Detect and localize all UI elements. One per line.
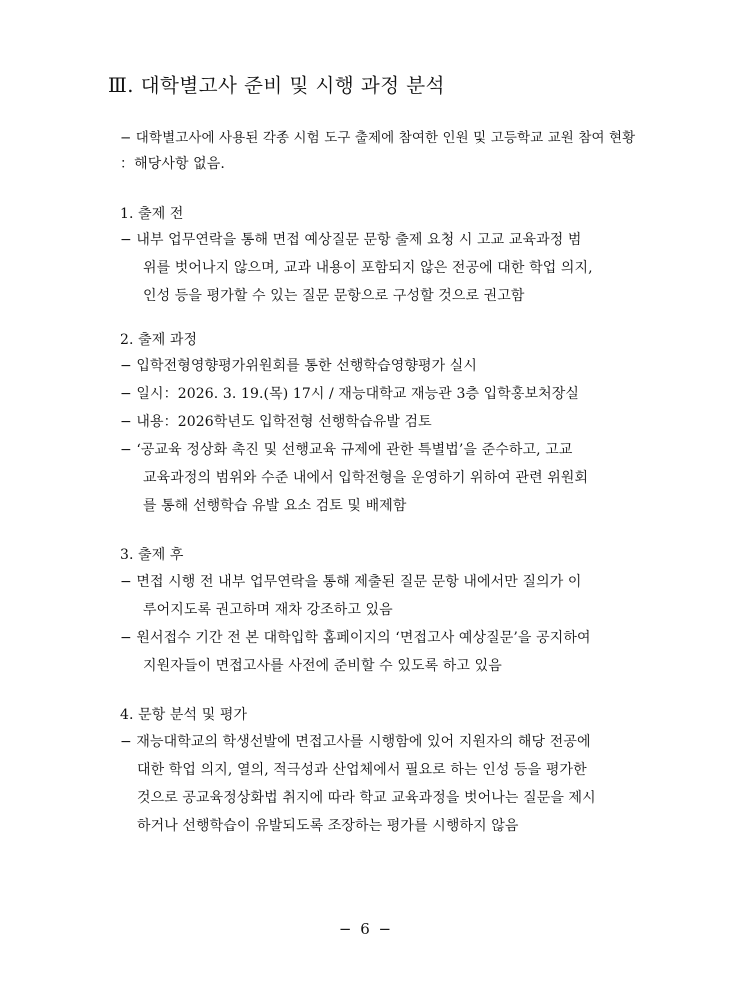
s2-bullet-4-line-2: 교육과정의 범위와 수준 내에서 입학전형을 운영하기 위하여 관련 위원회 (143, 470, 589, 486)
subsection-title-1: 1. 출제 전 (120, 206, 184, 222)
s4-bullet-line-1: − 재능대학교의 학생선발에 면접고사를 시행함에 있어 지원자의 해당 전공에 (120, 734, 591, 750)
intro-line-1: − 대학별고사에 사용된 각종 시험 도구 출제에 참여한 인원 및 고등학교 교원 참여 현황 (120, 130, 636, 146)
s2-bullet-4-line-3: 를 통해 선행학습 유발 요소 검토 및 배제함 (143, 498, 407, 514)
s2-bullet-4-line-1: − ‘공교육 정상화 촉진 및 선행교육 규제에 관한 특별법’을 준수하고, 고교 (120, 442, 573, 458)
s3-bullet-1-line-1: − 면접 시행 전 내부 업무연락을 통해 제출된 질문 문항 내에서만 질의가 이 (120, 574, 582, 590)
s3-bullet-1-line-2: 루어지도록 권고하며 재차 강조하고 있음 (143, 602, 393, 618)
subsection-title-2: 2. 출제 과정 (120, 332, 198, 348)
s3-bullet-2-line-2: 지원자들이 면접고사를 사전에 준비할 수 있도록 하고 있음 (143, 658, 502, 674)
s1-bullet-line-3: 인성 등을 평가할 수 있는 질문 문항으로 구성할 것으로 권고함 (143, 288, 525, 304)
s4-bullet-line-2: 대한 학업 의지, 열의, 적극성과 산업체에서 필요로 하는 인성 등을 평가한 (137, 762, 587, 778)
page-number: − 6 − (338, 920, 394, 938)
s3-bullet-2-line-1: − 원서접수 기간 전 본 대학입학 홈페이지의 ‘면접고사 예상질문’을 공지하여 (120, 630, 591, 646)
subsection-title-3: 3. 출제 후 (120, 547, 184, 563)
section-heading: Ⅲ. 대학별고사 준비 및 시행 과정 분석 (108, 74, 445, 97)
s4-bullet-line-3: 것으로 공교육정상화법 취지에 따라 학교 교육과정을 벗어나는 질문을 제시 (137, 790, 596, 806)
s1-bullet-line-2: 위를 벗어나지 않으며, 교과 내용이 포함되지 않은 전공에 대한 학업 의지, (143, 260, 593, 276)
s1-bullet-line-1: − 내부 업무연락을 통해 면접 예상질문 문항 출제 요청 시 고교 교육과정 범 (120, 232, 582, 248)
s2-bullet-3: − 내용：2026학년도 입학전형 선행학습유발 검토 (120, 414, 432, 430)
s2-bullet-2: − 일시：2026. 3. 19.(목) 17시 / 재능대학교 재능관 3층 입학홍보처장실 (120, 386, 580, 402)
s4-bullet-line-4: 하거나 선행학습이 유발되도록 조장하는 평가를 시행하지 않음 (137, 818, 519, 834)
s2-bullet-1: − 입학전형영향평가위원회를 통한 선행학습영향평가 실시 (120, 358, 478, 374)
subsection-title-4: 4. 문항 분석 및 평가 (120, 707, 248, 723)
intro-line-2: ：해당사항 없음. (120, 156, 225, 172)
